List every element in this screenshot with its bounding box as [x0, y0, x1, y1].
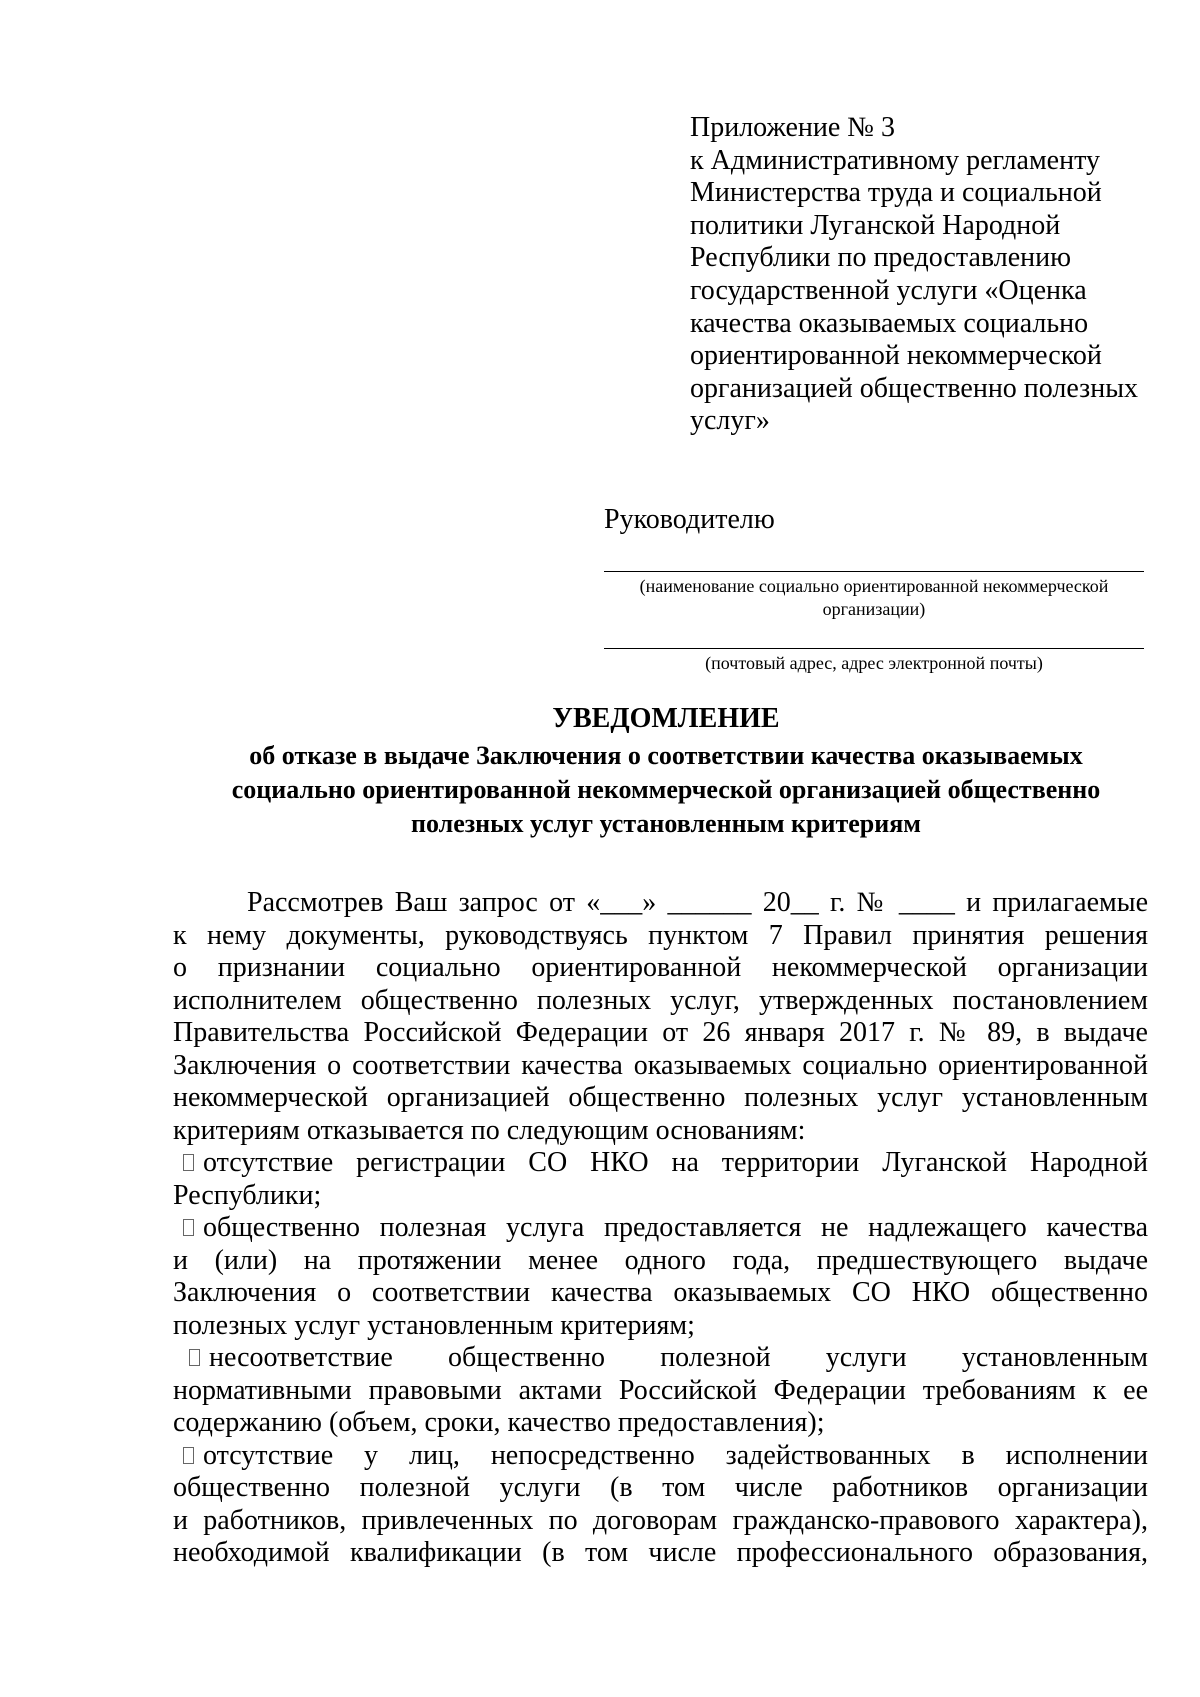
reason-text: несоответствие общественно полезной услуги установленным	[209, 1342, 1148, 1373]
organization-name-line	[604, 571, 1144, 572]
appendix-line: ориентированной некоммерческой	[690, 340, 1102, 372]
reason-item	[173, 1212, 1148, 1245]
appendix-line: Министерства труда и социальной	[690, 177, 1102, 209]
reason-text: отсутствие регистрации СО НКО на территории Луганской Народной	[203, 1147, 1148, 1178]
appendix-line: организацией общественно полезных	[690, 372, 1139, 404]
notice-body	[173, 887, 1148, 1570]
caption-line: (наименование социально ориентированной некоммерческой	[639, 576, 1109, 596]
body-line: критериям отказывается по следующим основаниям:	[173, 1114, 806, 1146]
address-line	[604, 648, 1144, 649]
caption-line: организации)	[822, 599, 926, 619]
appendix-header	[690, 112, 1160, 438]
body-line: о признании социально ориентированной некоммерческой организации	[173, 952, 1148, 983]
appendix-line: Республики по предоставлению	[690, 242, 1072, 274]
body-line: исполнителем общественно полезных услуг, утвержденных постановлением	[173, 984, 1148, 1016]
body-line: к нему документы, руководствуясь пунктом 7 Правил принятия решения	[173, 919, 1148, 951]
body-line: и работников, привлеченных по договорам гражданско-правового характера),	[173, 1504, 1148, 1536]
body-line: необходимой квалификации (в том числе профессионального образования,	[173, 1537, 1148, 1568]
checkbox-icon	[183, 1447, 194, 1464]
body-line: Заключения о соответствии качества оказываемых СО НКО общественно	[173, 1277, 1148, 1308]
organization-name-caption	[604, 575, 1144, 621]
body-line: содержанию (объем, сроки, качество предоставления);	[173, 1407, 825, 1438]
appendix-line: Приложение № 3	[690, 112, 895, 143]
title-sub-line: полезных услуг установленным критериям	[410, 809, 922, 838]
body-line: некоммерческой организацией общественно полезных услуг установленным	[173, 1082, 1148, 1113]
address-caption: (почтовый адрес, адрес электронной почты)	[705, 653, 1043, 673]
appendix-line: качества оказываемых социально	[690, 307, 1089, 339]
body-line: Правительства Российской Федерации от 26 января 2017 г. № 89, в выдаче	[173, 1017, 1148, 1048]
title-sub-line: об отказе в выдаче Заключения о соответствии качества оказываемых	[249, 741, 1083, 770]
body-line: общественно полезной услуги (в том числе работников организации	[173, 1472, 1148, 1503]
reason-text: отсутствие у лиц, непосредственно задействованных в исполнении	[203, 1439, 1148, 1471]
reason-item	[173, 1342, 1148, 1375]
addressee-label: Руководителю	[604, 504, 775, 535]
body-line: Заключения о соответствии качества оказываемых социально ориентированной	[173, 1049, 1148, 1081]
appendix-line: государственной услуги «Оценка	[690, 274, 1087, 306]
appendix-line: к Административному регламенту	[690, 144, 1100, 176]
notice-title	[150, 702, 1182, 841]
reason-item	[173, 1147, 1148, 1180]
body-line: нормативными правовыми актами Российской Федерации требованиям к ее	[173, 1374, 1148, 1406]
body-line: полезных услуг установленным критериям;	[173, 1309, 695, 1341]
title-main: УВЕДОМЛЕНИЕ	[552, 703, 780, 734]
reason-item	[173, 1440, 1148, 1473]
body-line: и (или) на протяжении менее одного года, предшествующего выдаче	[173, 1244, 1148, 1276]
body-line: Республики;	[173, 1179, 322, 1211]
reason-text: общественно полезная услуга предоставляется не надлежащего качества	[203, 1212, 1148, 1243]
appendix-line: политики Луганской Народной	[690, 209, 1061, 241]
checkbox-icon	[183, 1219, 194, 1236]
title-sub-line: социально ориентированной некоммерческой организацией общественно	[231, 775, 1101, 804]
body-line: Рассмотрев Ваш запрос от «___» ______ 20__ г. № ____ и прилагаемые	[247, 887, 1148, 918]
checkbox-icon	[189, 1349, 200, 1366]
appendix-line: услуг»	[690, 405, 770, 437]
checkbox-icon	[183, 1154, 194, 1171]
